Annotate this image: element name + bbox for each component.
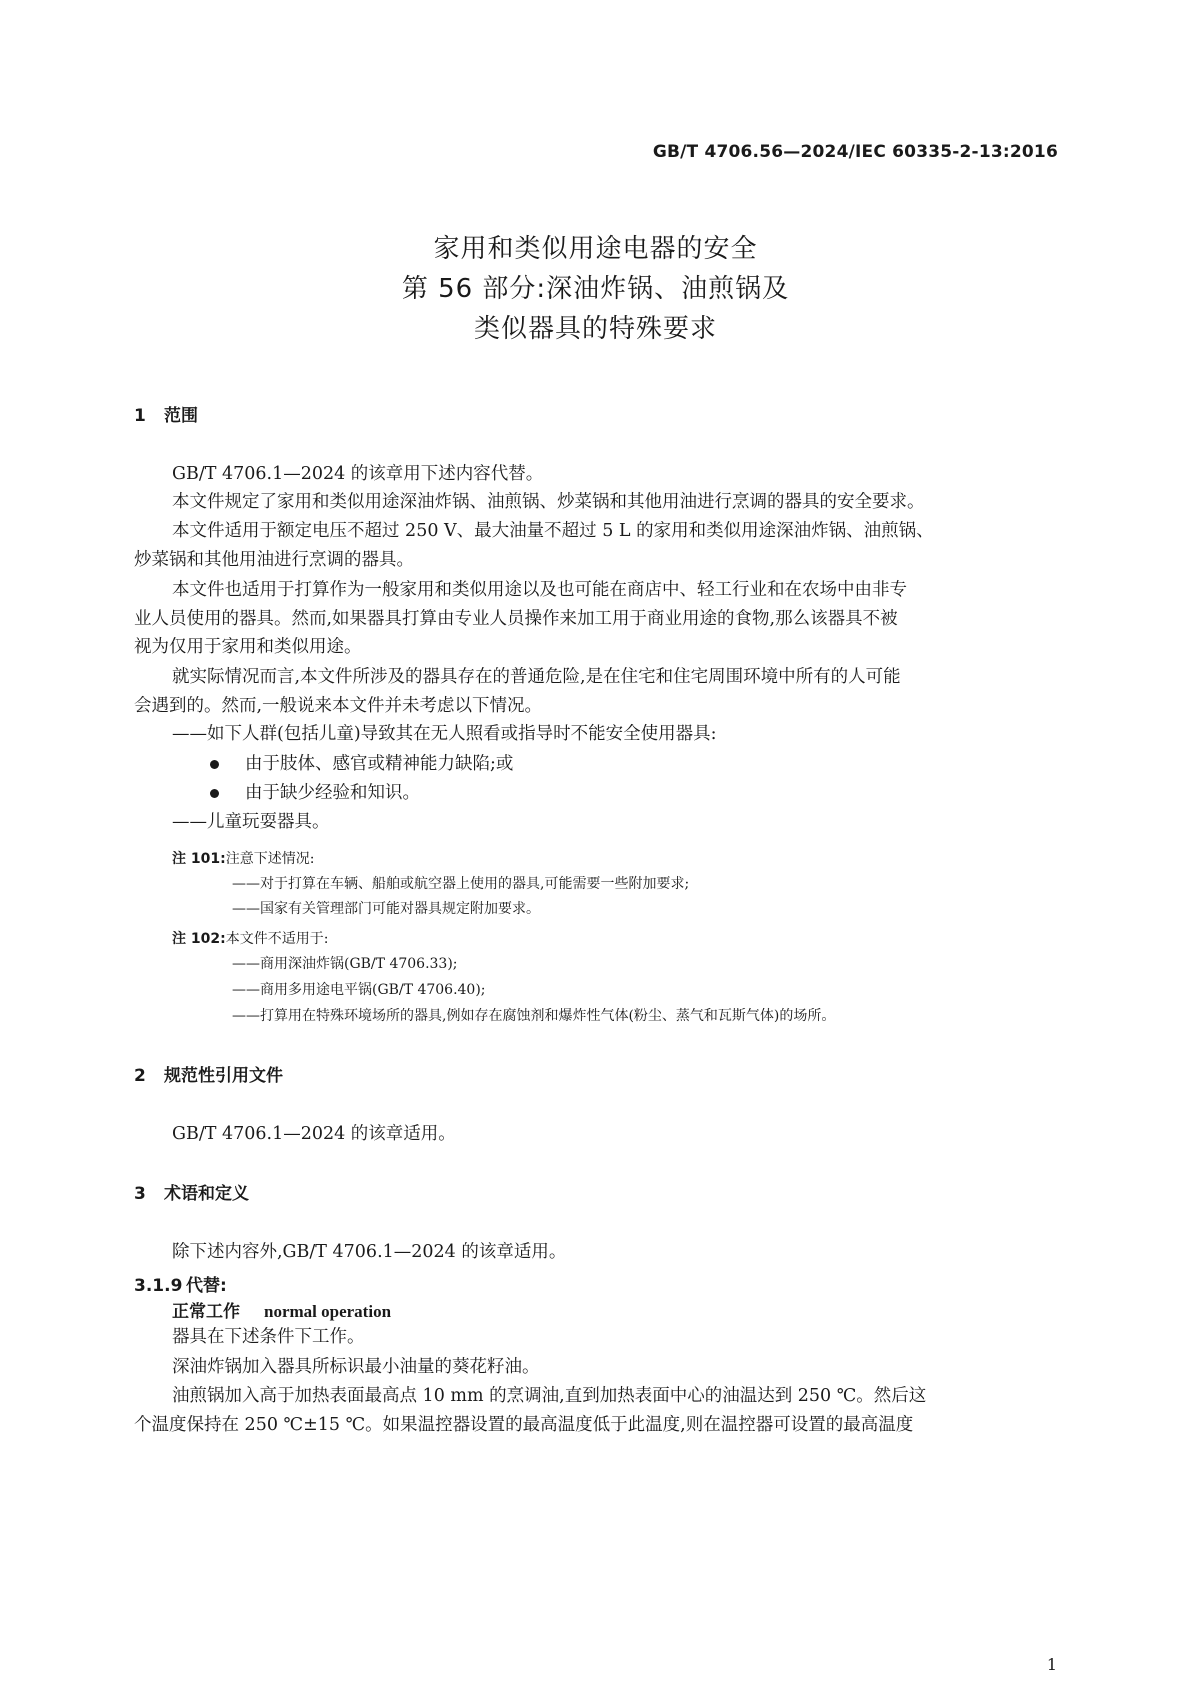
dash-item: ——如下人群(包括儿童)导致其在无人照看或指导时不能安全使用器具: [172, 724, 717, 744]
bullet-item: 由于缺少经验和知识。 [210, 777, 420, 809]
dash-item: ——儿童玩耍器具。 [172, 812, 330, 832]
term-heading [172, 1297, 391, 1322]
document-code: GB/T 4706.56—2024/IEC 60335-2-13:2016 [652, 142, 1058, 162]
section-2-heading [134, 1061, 283, 1086]
bullet-icon [210, 760, 219, 769]
title-line-3: 类似器具的特殊要求 [473, 314, 717, 344]
term-english: normal operation [264, 1302, 392, 1321]
note-item: ——商用多用途电平锅(GB/T 4706.40); [232, 982, 486, 998]
paragraph: 本文件也适用于打算作为一般家用和类似用途以及也可能在商店中、轻工行业和在农场中由非专 [172, 580, 907, 600]
paragraph: 器具在下述条件下工作。 [172, 1327, 365, 1347]
paragraph: 业人员使用的器具。然而,如果器具打算由专业人员操作来加工用于商业用途的食物,那么该器具不被 [134, 609, 898, 629]
paragraph: 会遇到的。然而,一般说来本文件并未考虑以下情况。 [134, 696, 543, 716]
paragraph: 视为仅用于家用和类似用途。 [134, 637, 362, 657]
note-101: 注 101:注意下述情况: [172, 851, 315, 867]
note-label: 注 102: [172, 931, 226, 947]
note-item: ——打算用在特殊环境场所的器具,例如存在腐蚀剂和爆炸性气体(粉尘、蒸气和瓦斯气体)的场所。 [232, 1008, 836, 1024]
paragraph: 本文件规定了家用和类似用途深油炸锅、油煎锅、炒菜锅和其他用油进行烹调的器具的安全要求。 [172, 492, 925, 512]
bullet-icon [210, 789, 219, 798]
clause-number: 3.1.9 [134, 1276, 183, 1296]
paragraph: 本文件适用于额定电压不超过 250 V、最大油量不超过 5 L 的家用和类似用途深油炸锅、油煎锅、 [172, 521, 934, 541]
note-102: 注 102:本文件不适用于: [172, 931, 329, 947]
paragraph: 油煎锅加入高于加热表面最高点 10 mm 的烹调油,直到加热表面中心的油温达到 250 ℃。然后这 [172, 1386, 927, 1406]
bullet-item: 由于肢体、感官或精神能力缺陷;或 [210, 748, 513, 780]
section-title: 范围 [164, 406, 198, 426]
clause-title: 代替: [186, 1276, 227, 1296]
section-3-heading [134, 1179, 249, 1204]
section-number: 3 [134, 1184, 146, 1204]
paragraph: 炒菜锅和其他用油进行烹调的器具。 [134, 550, 414, 570]
note-item: ——对于打算在车辆、船舶或航空器上使用的器具,可能需要一些附加要求; [232, 876, 690, 892]
paragraph: 深油炸锅加入器具所标识最小油量的葵花籽油。 [172, 1357, 540, 1377]
section-number: 1 [134, 406, 146, 426]
section-title: 规范性引用文件 [164, 1066, 283, 1086]
note-item: ——商用深油炸锅(GB/T 4706.33); [232, 956, 458, 972]
section-1-heading [134, 401, 198, 426]
paragraph: GB/T 4706.1—2024 的该章适用。 [172, 1124, 456, 1144]
term-chinese: 正常工作 [172, 1302, 240, 1322]
paragraph: GB/T 4706.1—2024 的该章用下述内容代替。 [172, 464, 544, 484]
section-title: 术语和定义 [164, 1184, 249, 1204]
paragraph: 个温度保持在 250 ℃±15 ℃。如果温控器设置的最高温度低于此温度,则在温控器可设置的最高温度 [134, 1415, 914, 1435]
title-line-1: 家用和类似用途电器的安全 [433, 234, 758, 264]
title-line-2: 第 56 部分:深油炸锅、油煎锅及 [401, 274, 790, 304]
page-number: 1 [1046, 1655, 1057, 1674]
note-label: 注 101: [172, 851, 226, 867]
paragraph: 就实际情况而言,本文件所涉及的器具存在的普通危险,是在住宅和住宅周围环境中所有的人可能 [172, 667, 901, 687]
note-item: ——国家有关管理部门可能对器具规定附加要求。 [232, 901, 540, 917]
clause-heading [134, 1271, 227, 1296]
section-number: 2 [134, 1066, 146, 1086]
paragraph: 除下述内容外,GB/T 4706.1—2024 的该章适用。 [172, 1242, 567, 1262]
